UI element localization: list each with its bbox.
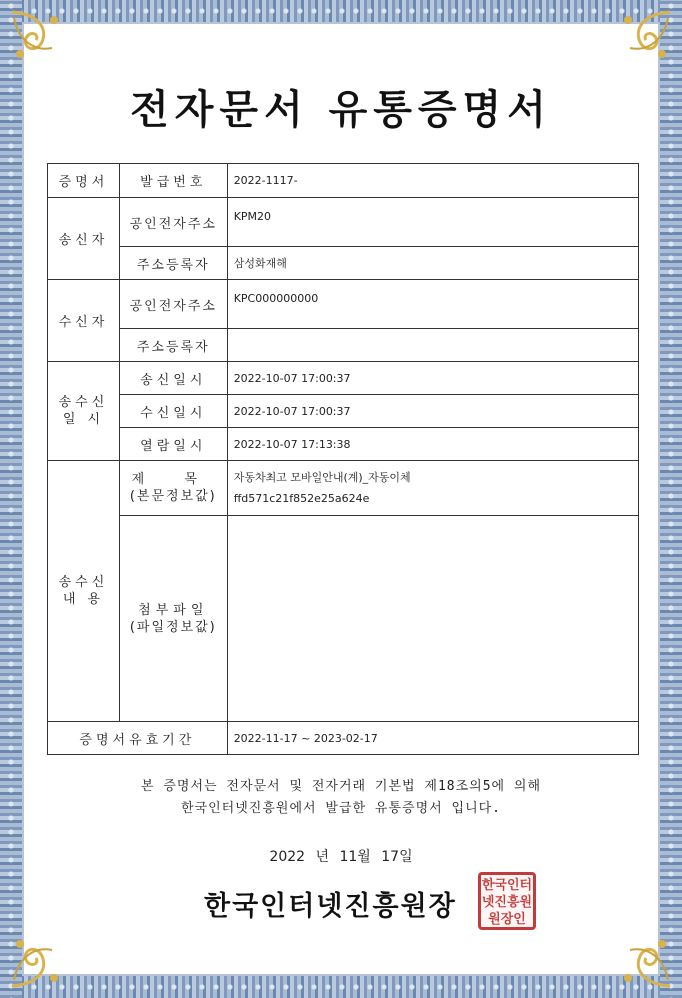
receiver-reg-value bbox=[227, 329, 638, 362]
issue-date: 2022 년 11월 17일 bbox=[269, 849, 413, 865]
certificate-table bbox=[47, 163, 639, 755]
sender-label: 송신자 bbox=[48, 198, 120, 280]
corner-ornament-icon bbox=[604, 920, 674, 990]
table-row bbox=[48, 280, 639, 329]
statement-line: 한국인터넷진흥원에서 발급한 유통증명서 입니다. bbox=[180, 801, 502, 816]
validity-label: 증명서유효기간 bbox=[48, 722, 228, 755]
content-label bbox=[48, 461, 120, 722]
content-label-line: 내 용 bbox=[62, 592, 105, 607]
table-row bbox=[48, 516, 639, 722]
table-row bbox=[48, 461, 639, 516]
receiver-reg-label: 주소등록자 bbox=[119, 329, 227, 362]
sender-reg-label: 주소등록자 bbox=[119, 247, 227, 280]
send-time-label: 송신일시 bbox=[119, 362, 227, 395]
issuer-name: 한국인터넷진흥원장 bbox=[204, 891, 457, 922]
table-row bbox=[48, 164, 639, 198]
sender-addr-value: KPM20 bbox=[227, 198, 638, 247]
time-label-line: 송수신 bbox=[58, 395, 109, 410]
sender-addr-label: 공인전자주소 bbox=[119, 198, 227, 247]
time-label-line: 일 시 bbox=[62, 412, 105, 427]
table-row bbox=[48, 722, 639, 755]
border-top bbox=[0, 0, 682, 22]
corner-ornament-icon bbox=[604, 8, 674, 78]
attach-label-line: (파일정보값) bbox=[129, 619, 217, 635]
time-label bbox=[48, 362, 120, 461]
table-row bbox=[48, 198, 639, 247]
subject-label-line: (본문정보값) bbox=[129, 489, 217, 504]
official-seal-icon: 한국인터 넷진흥원 원장인 bbox=[478, 872, 536, 930]
recv-time-value: 2022-10-07 17:00:37 bbox=[227, 395, 638, 428]
table-row bbox=[48, 395, 639, 428]
legal-statement bbox=[0, 776, 682, 820]
content-label-line: 송수신 bbox=[58, 575, 109, 590]
corner-ornament-icon bbox=[8, 920, 78, 990]
table-row bbox=[48, 247, 639, 280]
corner-ornament-icon bbox=[8, 8, 78, 78]
attach-label-line: 첨부파일 bbox=[138, 602, 209, 618]
table-row bbox=[48, 329, 639, 362]
attach-label bbox=[119, 516, 227, 722]
statement-line: 본 증명서는 전자문서 및 전자거래 기본법 제18조의5에 의해 bbox=[140, 779, 542, 794]
document-title: 전자문서 유통증명서 bbox=[130, 86, 552, 133]
send-time-value: 2022-10-07 17:00:37 bbox=[227, 362, 638, 395]
subject-hash: ffd571c21f852e25a624e bbox=[233, 492, 370, 505]
open-time-label: 열람일시 bbox=[119, 428, 227, 461]
issue-no-value: 2022-1117- bbox=[227, 164, 638, 198]
receiver-addr-label: 공인전자주소 bbox=[119, 280, 227, 329]
receiver-label: 수신자 bbox=[48, 280, 120, 362]
receiver-addr-value: KPC000000000 bbox=[227, 280, 638, 329]
subject-value bbox=[227, 461, 638, 516]
subject-text: 자동차최고 모바일안내(계)_자동이체 bbox=[233, 471, 411, 484]
recv-time-label: 수신일시 bbox=[119, 395, 227, 428]
subject-label bbox=[119, 461, 227, 516]
issue-no-label: 발급번호 bbox=[119, 164, 227, 198]
open-time-value: 2022-10-07 17:13:38 bbox=[227, 428, 638, 461]
sender-reg-value: 삼성화재해 bbox=[227, 247, 638, 280]
border-bottom bbox=[0, 976, 682, 998]
table-row bbox=[48, 428, 639, 461]
cert-label: 증명서 bbox=[48, 164, 120, 198]
attach-value bbox=[227, 516, 638, 722]
validity-value: 2022-11-17 ~ 2023-02-17 bbox=[227, 722, 638, 755]
subject-label-line: 제 목 bbox=[131, 472, 215, 487]
table-row bbox=[48, 362, 639, 395]
